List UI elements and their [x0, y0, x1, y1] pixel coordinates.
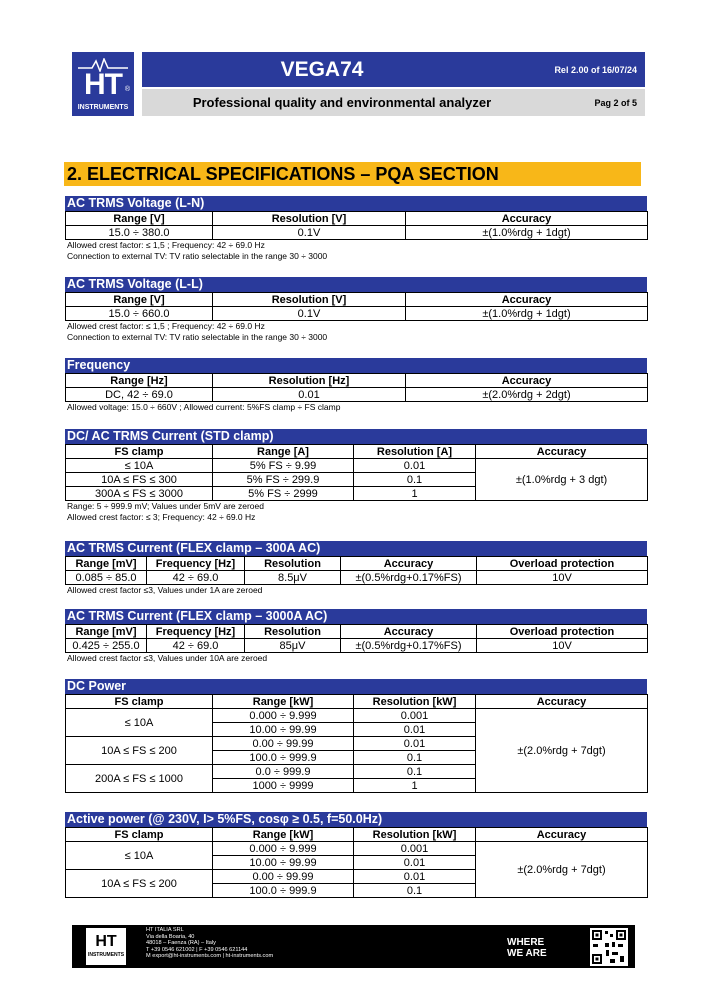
col-header: Frequency [Hz]	[147, 557, 245, 571]
col-header: FS clamp	[66, 828, 213, 842]
page-number: Pag 2 of 5	[594, 98, 637, 108]
ac-ll-block	[65, 277, 647, 343]
cell: 1	[354, 779, 476, 793]
address-line: Via della Boaria, 40	[146, 933, 195, 940]
ac-ln-block	[65, 196, 647, 262]
ht-logo	[72, 52, 134, 116]
col-header: Accuracy	[406, 212, 648, 226]
accuracy-cell: ±(1.0%rdg + 3 dgt)	[476, 459, 648, 501]
release-info: Rel 2.00 of 16/07/24	[554, 65, 637, 75]
col-header: Resolution	[245, 625, 341, 639]
col-header: Resolution [V]	[213, 293, 406, 307]
cell: 0.00 ÷ 99.99	[213, 737, 354, 751]
col-header: Range [V]	[66, 212, 213, 226]
footer-logo-subtext: INSTRUMENTS	[87, 952, 125, 958]
col-header: Range [kW]	[213, 695, 354, 709]
spec-table	[65, 556, 648, 585]
cell: 0.000 ÷ 9.999	[213, 709, 354, 723]
cell: 0.1V	[213, 307, 406, 321]
cell: 0.000 ÷ 9.999	[213, 842, 354, 856]
frequency-block	[65, 358, 647, 413]
col-header: Range [mV]	[66, 557, 147, 571]
col-header: Resolution [kW]	[354, 828, 476, 842]
spec-table	[65, 694, 648, 793]
block-title: Frequency	[65, 358, 647, 373]
footer-logo	[86, 928, 126, 965]
col-header: Accuracy	[406, 374, 648, 388]
note: Connection to external TV: TV ratio selectable in the range 30 ÷ 3000	[67, 251, 328, 261]
cell: ±(1.0%rdg + 1dgt)	[406, 226, 648, 240]
spec-table	[65, 827, 648, 898]
col-header: Resolution	[245, 557, 341, 571]
cell: 42 ÷ 69.0	[147, 639, 245, 653]
cell: 10V	[477, 639, 648, 653]
fs-cell: 10A ≤ FS ≤ 200	[66, 870, 213, 898]
where-line: WE ARE	[507, 948, 547, 959]
cell: 8.5μV	[245, 571, 341, 585]
note: Allowed crest factor: ≤ 1,5 ; Frequency: 42 ÷ 69.0 Hz	[67, 321, 265, 331]
subtitle: Professional quality and environmental analyzer	[192, 95, 492, 110]
logo-text: HT	[84, 68, 122, 101]
note: Connection to external TV: TV ratio selectable in the range 30 ÷ 3000	[67, 332, 328, 342]
std-clamp-block	[65, 429, 647, 523]
cell: 0.085 ÷ 85.0	[66, 571, 147, 585]
cell: 1000 ÷ 9999	[213, 779, 354, 793]
accuracy-cell: ±(2.0%rdg + 7dgt)	[476, 709, 648, 793]
company-address	[146, 927, 273, 960]
col-header: Range [mV]	[66, 625, 147, 639]
footer-logo-text: HT	[95, 933, 117, 950]
col-header: Overload protection	[477, 557, 648, 571]
header-title-bar	[142, 52, 645, 87]
note: Allowed crest factor: ≤ 1,5 ; Frequency: 42 ÷ 69.0 Hz	[67, 240, 265, 250]
address-line: 48018 – Faenza (RA) – Italy	[146, 940, 216, 947]
col-header: Resolution [kW]	[354, 695, 476, 709]
header-subtitle-bar	[142, 89, 645, 116]
cell: 15.0 ÷ 660.0	[66, 307, 213, 321]
cell: 10.00 ÷ 99.99	[213, 723, 354, 737]
address-line[interactable]: M export@ht-instruments.com | ht-instruments.com	[146, 953, 274, 960]
cell: 0.1	[354, 751, 476, 765]
cell: 0.01	[354, 856, 476, 870]
table-row	[66, 459, 648, 473]
section-title: 2. ELECTRICAL SPECIFICATIONS – PQA SECTION	[64, 162, 641, 186]
block-title: DC Power	[65, 679, 647, 694]
block-title: AC TRMS Current (FLEX clamp – 3000A AC)	[65, 609, 647, 624]
col-header: Resolution [A]	[354, 445, 476, 459]
cell: 15.0 ÷ 380.0	[66, 226, 213, 240]
col-header: Frequency [Hz]	[147, 625, 245, 639]
cell: 5% FS ÷ 9.99	[213, 459, 354, 473]
col-header: Range [V]	[66, 293, 213, 307]
col-header: Resolution [Hz]	[213, 374, 406, 388]
cell: 100.0 ÷ 999.9	[213, 751, 354, 765]
cell: 0.001	[354, 709, 476, 723]
cell: 300A ≤ FS ≤ 3000	[66, 487, 213, 501]
cell: 0.1	[354, 765, 476, 779]
note: Allowed crest factor: ≤ 3; Frequency: 42 ÷ 69.0 Hz	[67, 512, 256, 522]
fs-cell: 10A ≤ FS ≤ 200	[66, 737, 213, 765]
page-header	[72, 52, 645, 116]
table-row	[66, 226, 648, 240]
col-header: Range [Hz]	[66, 374, 213, 388]
table-row	[66, 388, 648, 402]
flex-3000-block	[65, 609, 647, 664]
cell: 0.01	[354, 737, 476, 751]
flex-300-block	[65, 541, 647, 596]
logo-subtext: INSTRUMENTS	[77, 104, 129, 111]
spec-table	[65, 211, 648, 240]
col-header: Range [A]	[213, 445, 354, 459]
note: Allowed crest factor ≤3, Values under 10A are zeroed	[67, 653, 268, 663]
spec-table	[65, 624, 648, 653]
cell: 100.0 ÷ 999.9	[213, 884, 354, 898]
col-header: Accuracy	[476, 445, 648, 459]
col-header: Accuracy	[406, 293, 648, 307]
cell: ±(0.5%rdg+0.17%FS)	[341, 639, 477, 653]
cell: 10.00 ÷ 99.99	[213, 856, 354, 870]
address-line: T +39 0546 621002 | F +39 0546 621144	[146, 946, 248, 953]
registered-icon: ®	[124, 86, 130, 93]
note: Allowed voltage: 15.0 ÷ 660V ; Allowed current: 5%FS clamp ÷ FS clamp	[67, 402, 341, 412]
block-title: AC TRMS Current (FLEX clamp – 300A AC)	[65, 541, 647, 556]
cell: 0.01	[354, 459, 476, 473]
cell: 0.01	[354, 870, 476, 884]
cell: 0.01	[354, 723, 476, 737]
cell: 0.1	[354, 884, 476, 898]
cell: 0.00 ÷ 99.99	[213, 870, 354, 884]
table-row	[66, 842, 648, 856]
cell: 10V	[477, 571, 648, 585]
cell: ±(1.0%rdg + 1dgt)	[406, 307, 648, 321]
cell: 5% FS ÷ 299.9	[213, 473, 354, 487]
col-header: Overload protection	[477, 625, 648, 639]
cell: 0.001	[354, 842, 476, 856]
note: Range: 5 ÷ 999.9 mV; Values under 5mV are zeroed	[67, 501, 264, 511]
cell: DC, 42 ÷ 69.0	[66, 388, 213, 402]
model-name: VEGA74	[280, 58, 364, 81]
table-row	[66, 307, 648, 321]
col-header: Accuracy	[341, 625, 477, 639]
col-header: Accuracy	[341, 557, 477, 571]
col-header: Resolution [V]	[213, 212, 406, 226]
block-title: AC TRMS Voltage (L-L)	[65, 277, 647, 292]
col-header: Accuracy	[476, 828, 648, 842]
dc-power-block	[65, 679, 647, 793]
block-title: AC TRMS Voltage (L-N)	[65, 196, 647, 211]
cell: 0.01	[213, 388, 406, 402]
where-line: WHERE	[507, 937, 545, 948]
table-row	[66, 639, 648, 653]
fs-cell: 200A ≤ FS ≤ 1000	[66, 765, 213, 793]
cell: 85μV	[245, 639, 341, 653]
accuracy-cell: ±(2.0%rdg + 7dgt)	[476, 842, 648, 898]
table-row	[66, 709, 648, 723]
col-header: FS clamp	[66, 695, 213, 709]
table-row	[66, 571, 648, 585]
note: Allowed crest factor ≤3, Values under 1A are zeroed	[67, 585, 263, 595]
cell: 42 ÷ 69.0	[147, 571, 245, 585]
page-footer	[72, 925, 635, 968]
fs-cell: ≤ 10A	[66, 842, 213, 870]
cell: 0.0 ÷ 999.9	[213, 765, 354, 779]
spec-table	[65, 373, 648, 402]
address-line: HT ITALIA SRL	[146, 927, 184, 933]
block-title: Active power (@ 230V, I> 5%FS, cosφ ≥ 0.5, f=50.0Hz)	[65, 812, 647, 827]
cell: ±(2.0%rdg + 2dgt)	[406, 388, 648, 402]
spec-table	[65, 444, 648, 501]
cell: 5% FS ÷ 2999	[213, 487, 354, 501]
fs-cell: ≤ 10A	[66, 709, 213, 737]
col-header: FS clamp	[66, 445, 213, 459]
cell: ≤ 10A	[66, 459, 213, 473]
qr-code-icon[interactable]	[590, 928, 628, 966]
spec-table	[65, 292, 648, 321]
cell: 10A ≤ FS ≤ 300	[66, 473, 213, 487]
cell: 0.1	[354, 473, 476, 487]
cell: 1	[354, 487, 476, 501]
active-power-block	[65, 812, 647, 898]
where-we-are	[507, 937, 547, 959]
col-header: Range [kW]	[213, 828, 354, 842]
cell: 0.1V	[213, 226, 406, 240]
cell: 0.425 ÷ 255.0	[66, 639, 147, 653]
block-title: DC/ AC TRMS Current (STD clamp)	[65, 429, 647, 444]
cell: ±(0.5%rdg+0.17%FS)	[341, 571, 477, 585]
col-header: Accuracy	[476, 695, 648, 709]
